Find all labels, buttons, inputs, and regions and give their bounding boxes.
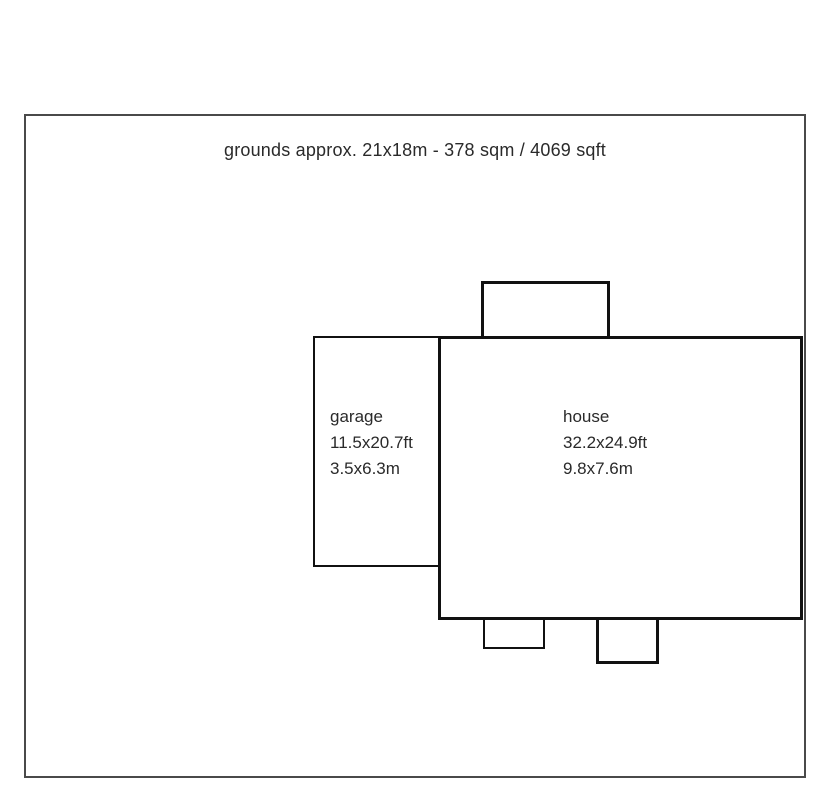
house-bottom-extension-left-outline	[483, 617, 545, 649]
house-dimensions-m: 9.8x7.6m	[563, 459, 633, 478]
garage-dimensions-ft: 11.5x20.7ft	[330, 433, 413, 452]
garage-dimensions-m: 3.5x6.3m	[330, 459, 400, 478]
garage-label	[330, 404, 413, 482]
house-bottom-extension-right-outline	[596, 617, 659, 664]
house-top-extension-outline	[481, 281, 610, 339]
grounds-title: grounds approx. 21x18m - 378 sqm / 4069 sqft	[223, 140, 607, 160]
garage-name: garage	[330, 407, 383, 426]
house-dimensions-ft: 32.2x24.9ft	[563, 433, 648, 452]
house-label	[563, 404, 647, 482]
house-name: house	[563, 407, 610, 426]
